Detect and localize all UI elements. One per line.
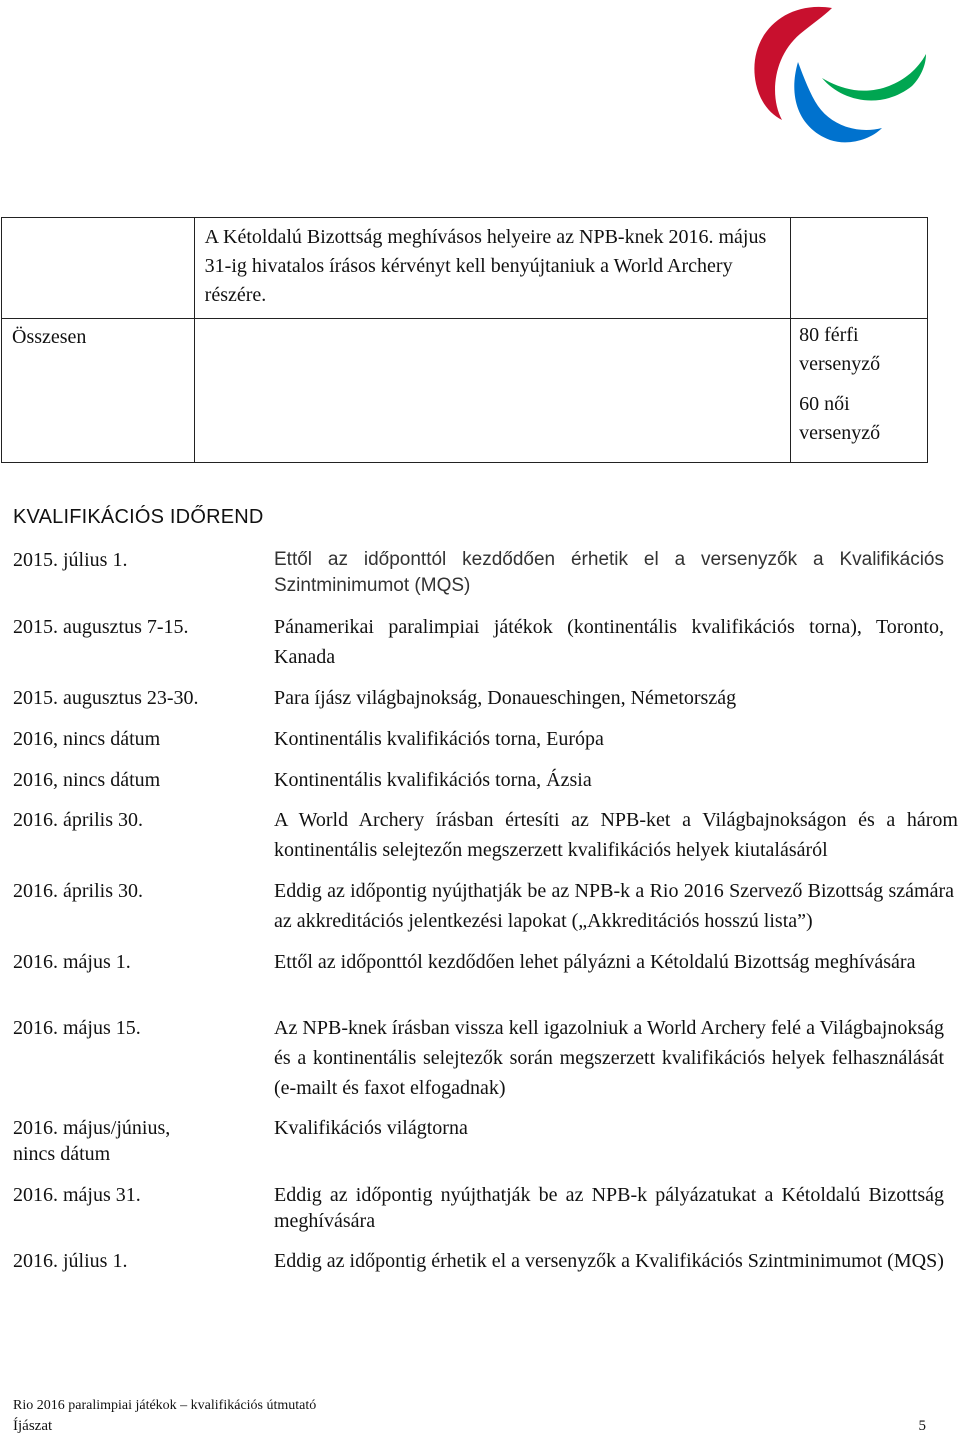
footer-title: Rio 2016 paralimpiai játékok – kvalifikációs útmutató (13, 1398, 317, 1413)
section-heading: KVALIFIKÁCIÓS IDŐREND (13, 506, 264, 528)
schedule-description: A World Archery írásban értesíti az NPB-ket a Világbajnokságon és a három kontinentális selejtezőn megszerzett kvalifikációs helyek kiutalásáról (274, 809, 958, 861)
table-cell-empty (791, 218, 928, 319)
footer-sport: Íjászat (13, 1418, 53, 1434)
table-cell-total (2, 319, 195, 463)
agitos-logo-icon (736, 2, 928, 144)
schedule-date: 2015. augusztus 7-15. (13, 616, 189, 638)
schedule-date: 2016, nincs dátum (13, 769, 161, 791)
schedule-date: 2016. április 30. (13, 880, 143, 902)
invitation-note-text: A Kétoldalú Bizottság meghívásos helyeire az NPB-knek 2016. május 31-ig hivatalos írásos kérvényt kell benyújtaniuk a World Archery részére. (204, 226, 767, 306)
schedule-description: Ettől az időponttól kezdődően érhetik el a versenyzők a Kvalifikációs Szintminimumot (MQS) (274, 549, 944, 596)
schedule-date: 2016, nincs dátum (13, 728, 161, 750)
schedule-description: Eddig az időpontig érhetik el a versenyzők a Kvalifikációs Szintminimumot (MQS) (274, 1250, 944, 1272)
schedule-description: Eddig az időpontig nyújthatják be az NPB-k a Rio 2016 Szervező Bizottság számára az akkreditációs jelentkezési lapokat („Akkreditációs hosszú lista”) (274, 880, 954, 932)
page-number: 5 (918, 1418, 926, 1434)
table-cell-empty (194, 319, 790, 463)
total-label: Összesen (12, 326, 87, 348)
schedule-description: Kvalifikációs világtorna (274, 1117, 468, 1139)
schedule-date: 2016. május 1. (13, 951, 131, 973)
schedule-description: Az NPB-knek írásban vissza kell igazolniuk a World Archery felé a Világbajnokság és a kontinentális selejtezők során megszerzett kvalifikációs helyek felhasználását (e-mailt és faxot elfogadnak) (274, 1017, 944, 1099)
schedule-description: Para íjász világbajnokság, Donaueschingen, Németország (274, 687, 737, 709)
schedule-description: Kontinentális kvalifikációs torna, Ázsia (274, 769, 592, 791)
schedule-date: 2015. július 1. (13, 549, 128, 571)
table-cell-quota (791, 319, 928, 463)
schedule-description: Eddig az időpontig nyújthatják be az NPB-k pályázatukat a Kétoldalú Bizottság meghívására (274, 1184, 944, 1232)
schedule-date: 2015. augusztus 23-30. (13, 687, 199, 709)
table-cell-empty (2, 218, 195, 319)
schedule-date: 2016. május 31. (13, 1184, 141, 1206)
schedule-date: 2016. május/június, nincs dátum (13, 1117, 171, 1165)
schedule-description: Pánamerikai paralimpiai játékok (kontinentális kvalifikációs torna), Toronto, Kanada (274, 616, 944, 668)
quota-table (1, 217, 928, 463)
schedule-date: 2016. április 30. (13, 809, 143, 831)
schedule-description: Kontinentális kvalifikációs torna, Európa (274, 728, 604, 750)
schedule-date: 2016. május 15. (13, 1017, 141, 1039)
male-quota: 80 férfi versenyző (799, 324, 881, 375)
schedule-date: 2016. július 1. (13, 1250, 128, 1272)
table-cell-invitation-note (194, 218, 790, 319)
schedule-description: Ettől az időponttól kezdődően lehet pályázni a Kétoldalú Bizottság meghívására (274, 951, 916, 973)
female-quota: 60 női versenyző (799, 393, 881, 444)
